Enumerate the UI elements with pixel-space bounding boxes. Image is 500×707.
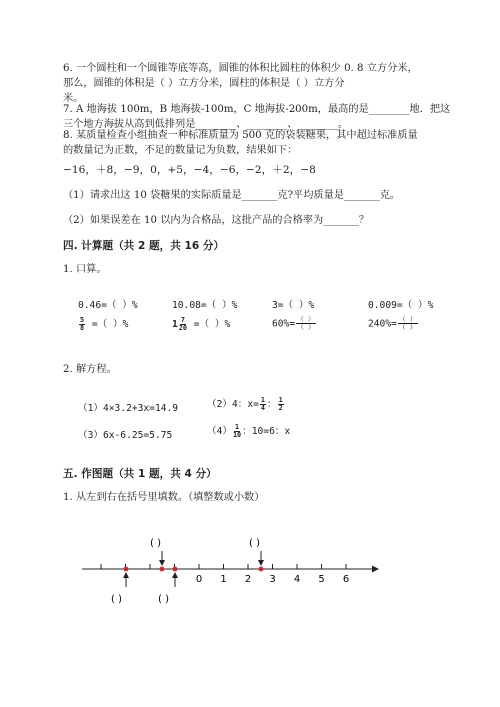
fraction-1-2: $\frac{1}{2}$ <box>278 395 283 412</box>
red-point-3 <box>173 567 178 572</box>
tick-label-6: 6 <box>342 574 350 585</box>
section4-q2-label: 2. 解方程。 <box>63 364 117 375</box>
q6-line3: 米。 <box>63 93 84 104</box>
calc-0-009: 0.009=（ ）% <box>368 300 434 311</box>
tick-label-4: 4 <box>293 574 301 585</box>
equation-4: （4） $\frac{1}{10}$ ：10=6：x <box>207 422 291 439</box>
q8-line1: 8. 某质量检查小组抽查一种标准质量为 500 克的袋装糖果，其中超过标准质量 <box>63 130 418 141</box>
up-arrow-right-head <box>172 572 178 578</box>
tick-label-3: 3 <box>269 574 276 585</box>
down-arrow-right-head <box>258 560 264 566</box>
blank-bottom-left[interactable]: ( ) <box>111 594 122 605</box>
q8-sub2: （2）如果误差在 10 以内为合格品，这批产品的合格率为_______？ <box>63 215 370 226</box>
red-point-2 <box>160 567 165 572</box>
q7-line1: 7. A 地海拔 100m，B 地海拔-100m，C 地海拔-200m，最高的是________地．把这 <box>63 104 451 115</box>
tick-label-0: 0 <box>195 574 203 585</box>
fraction-1-4: $\frac{1}{4}$ <box>260 395 265 412</box>
calc-0-46: 0.46=（ ）% <box>78 300 138 311</box>
down-arrow-left-head <box>159 560 165 566</box>
section4-q1-label: 1. 口算。 <box>63 264 107 275</box>
section4-title: 四. 计算题（共 2 题，共 16 分） <box>63 240 225 252</box>
red-point-1 <box>124 567 129 572</box>
blank-bottom-right[interactable]: ( ) <box>158 594 169 605</box>
fraction-7-20: $\frac{7}{20}$ <box>178 315 187 332</box>
fraction-blank-240: $\frac{( )}{( )}$ <box>398 315 417 331</box>
section5-title: 五. 作图题（共 1 题，共 4 分） <box>63 468 217 480</box>
calc-3: 3=（ ）% <box>272 300 315 311</box>
number-line-arrow <box>372 566 379 573</box>
number-line <box>0 525 500 610</box>
up-arrow-left-head <box>123 572 129 578</box>
q8-line2: 的数量记为正数，不足的数量记为负数，结果如下： <box>63 145 298 156</box>
fraction-1-10: $\frac{1}{10}$ <box>232 422 242 439</box>
fraction-5-8: $\frac{5}{8}$ <box>80 315 85 332</box>
calc-60-percent: 60%= $\frac{( )}{( )}$ <box>272 315 315 331</box>
q8-data-line: −16，＋8，−9，0，+5，−4，−6，−2，＋2，−8 <box>63 164 316 176</box>
red-point-4 <box>259 567 264 572</box>
equation-3: （3）6x-6.25=5.75 <box>78 430 173 441</box>
calc-five-eighths: $\frac{5}{8}$ =（ ）% <box>80 315 129 332</box>
blank-top-left[interactable]: ( ) <box>150 538 161 549</box>
tick-label-1: 1 <box>220 574 227 585</box>
section5-q1-label: 1. 从左到右在括号里填数。（填整数或小数） <box>63 492 265 503</box>
calc-one-seven-twentieths: 1 $\frac{7}{20}$ =（ ）% <box>172 315 231 332</box>
q8-sub1: （1）请求出这 10 袋糖果的实际质量是_______克?平均质量是_______克。 <box>63 190 401 201</box>
equation-1: （1）4×3.2+3x=14.9 <box>78 403 179 414</box>
calc-240-percent: 240%= $\frac{( )}{( )}$ <box>368 315 417 331</box>
tick-label-2: 2 <box>244 574 252 585</box>
calc-10-08: 10.08=（ ）% <box>172 300 238 311</box>
q7-line2: 三个地方海拔从高到低排列是________、________、________。 <box>63 119 349 130</box>
q6-line2: 那么，圆锥的体积是（ ）立方分米，圆柱的体积是（ ）立方分 <box>63 78 345 89</box>
fraction-blank-60: $\frac{( )}{( )}$ <box>297 315 315 331</box>
blank-top-right[interactable]: ( ) <box>249 538 260 549</box>
equation-2: （2）4：x= $\frac{1}{4}$ ： $\frac{1}{2}$ <box>207 395 283 412</box>
tick-label-5: 5 <box>318 574 325 585</box>
q6-line1: 6. 一个圆柱和一个圆锥等底等高，圆锥的体积比圆柱的体积少 0. 8 立方分米， <box>63 63 418 74</box>
